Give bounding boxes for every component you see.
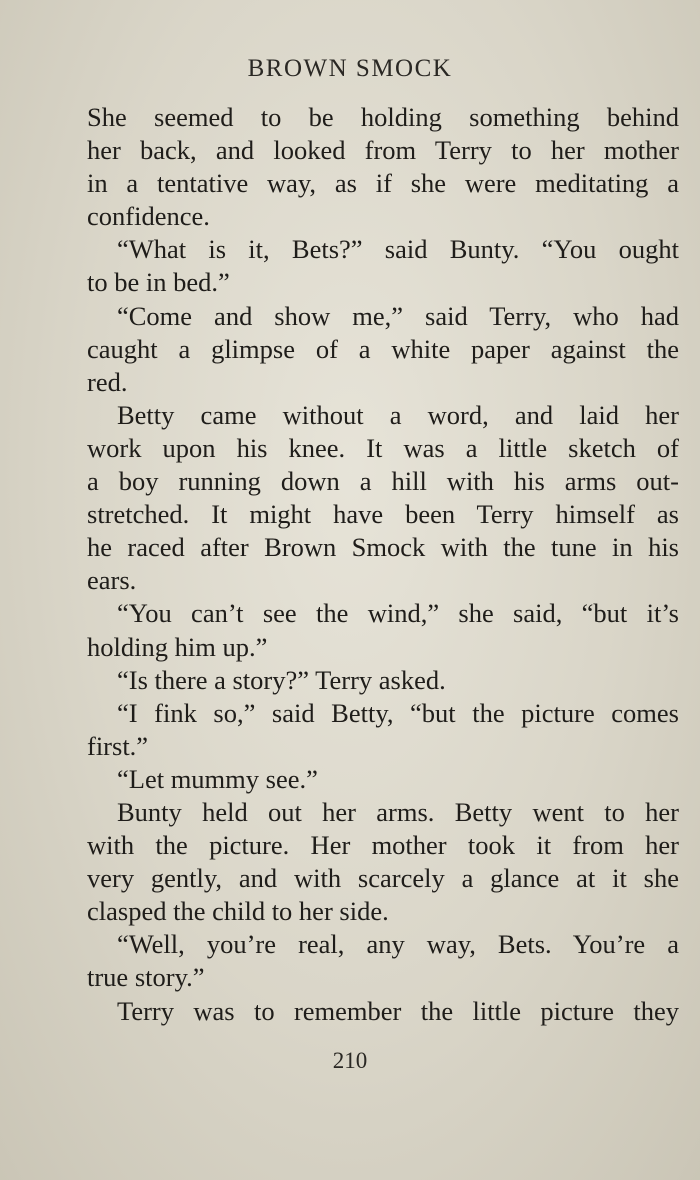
- text-line: work upon his knee. It was a little sketch of: [87, 432, 679, 463]
- text-line: “Let mummy see.”: [117, 763, 318, 794]
- text-line: “You can’t see the wind,” she said, “but it’s: [117, 598, 679, 629]
- text-line: a boy running down a hill with his arms out-: [87, 466, 679, 497]
- text-line: true story.”: [87, 962, 205, 993]
- text-line: Terry was to remember the little picture they: [117, 995, 679, 1026]
- text-line: red.: [87, 366, 128, 397]
- text-line: he raced after Brown Smock with the tune in his: [87, 532, 679, 563]
- text-line: caught a glimpse of a white paper against the: [87, 333, 679, 364]
- text-line: her back, and looked from Terry to her mother: [87, 135, 679, 166]
- text-line: with the picture. Her mother took it from her: [87, 830, 679, 861]
- text-line: ears.: [87, 565, 137, 596]
- text-line: “What is it, Bets?” said Bunty. “You ought: [117, 234, 679, 265]
- text-line: in a tentative way, as if she were meditating a: [87, 168, 679, 199]
- text-line: holding him up.”: [87, 631, 268, 662]
- text-line: Bunty held out her arms. Betty went to her: [117, 796, 679, 827]
- text-line: to be in bed.”: [87, 267, 230, 298]
- body-text: [87, 101, 679, 1028]
- text-line: stretched. It might have been Terry himself as: [87, 499, 679, 530]
- text-line: very gently, and with scarcely a glance at it she: [87, 863, 679, 894]
- text-line: “Come and show me,” said Terry, who had: [117, 300, 679, 331]
- text-line: clasped the child to her side.: [87, 896, 389, 927]
- running-head: BROWN SMOCK: [247, 55, 453, 82]
- text-line: Betty came without a word, and laid her: [117, 399, 679, 430]
- text-line: “I fink so,” said Betty, “but the picture comes: [117, 697, 679, 728]
- page-number: 210: [332, 1048, 368, 1073]
- text-line: confidence.: [87, 201, 210, 232]
- text-line: “Well, you’re real, any way, Bets. You’re a: [117, 929, 679, 960]
- text-line: “Is there a story?” Terry asked.: [117, 664, 446, 695]
- text-line: She seemed to be holding something behind: [87, 102, 679, 132]
- text-line: first.”: [87, 730, 149, 761]
